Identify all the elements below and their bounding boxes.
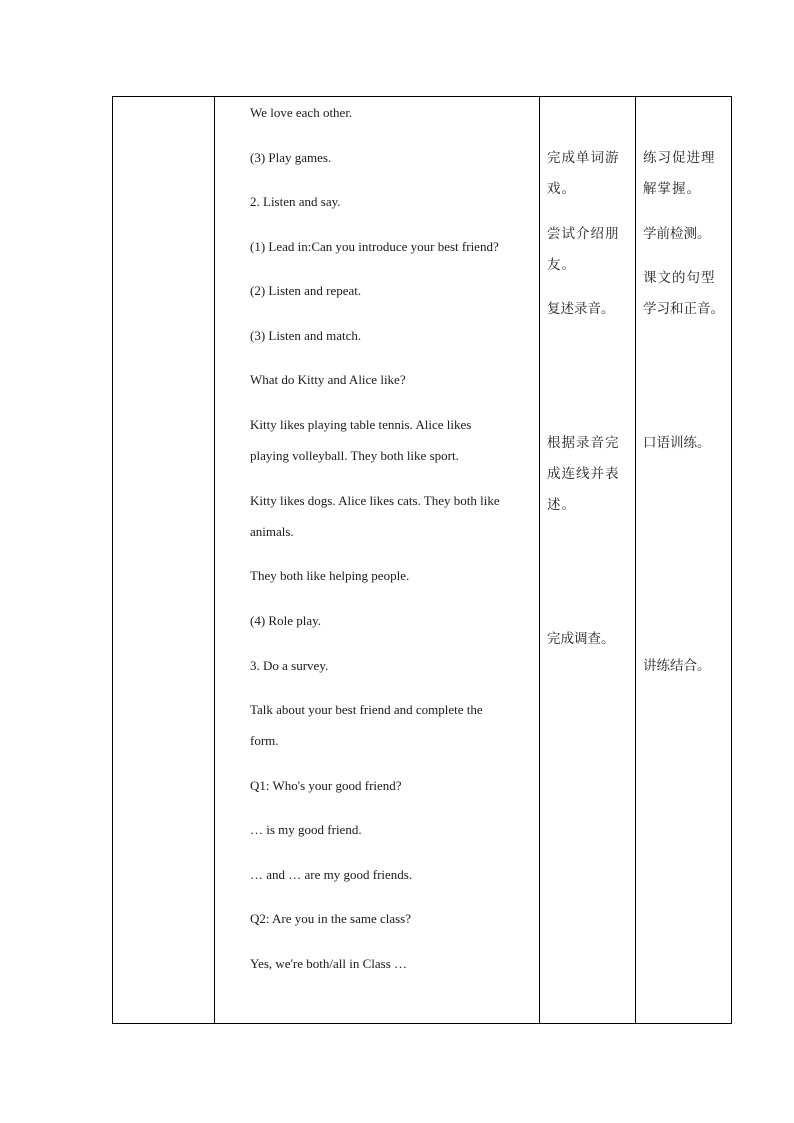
student-activity-column [540,97,636,1023]
activity-line: 完成调查。 [547,631,615,647]
intent-line: 口语训练。 [643,435,711,451]
activity-line: 完成单词游 [547,150,620,166]
intent-line: 讲练结合。 [643,658,711,674]
intent-line: 练习促进理 [643,150,716,166]
procedure-line: Q1: Who's your good friend? [250,778,402,793]
procedure-line: What do Kitty and Alice like? [250,372,406,387]
procedure-line: Talk about your best friend and complete the [250,702,483,717]
procedure-line: Kitty likes dogs. Alice likes cats. They both like [250,493,500,508]
procedure-line: (2) Listen and repeat. [250,283,362,298]
lesson-plan-table [112,96,732,1024]
procedure-line: 3. Do a survey. [250,658,329,673]
procedure-line: form. [250,733,279,748]
procedure-line: Kitty likes playing table tennis. Alice likes [250,417,472,432]
activity-line: 尝试介绍朋 [547,226,620,242]
procedure-line: animals. [250,524,294,539]
procedure-line: They both like helping people. [250,568,410,583]
procedure-line: We love each other. [250,105,353,120]
stage-column [113,97,215,1023]
intent-line: 解掌握。 [643,181,701,197]
procedure-line: (4) Role play. [250,613,321,628]
intent-line: 学习和正音。 [643,301,724,317]
design-intent-column [636,97,733,1023]
intent-line: 课文的句型 [643,270,716,286]
activity-line: 根据录音完 [547,435,620,451]
procedure-line: (3) Play games. [250,150,332,165]
activity-line: 述。 [547,497,576,513]
procedure-line: (1) Lead in:Can you introduce your best friend? [250,239,499,254]
activity-line: 戏。 [547,181,576,197]
procedure-line: … and … are my good friends. [250,867,413,882]
procedure-line: Q2: Are you in the same class? [250,911,412,926]
procedure-column [215,97,540,1023]
intent-line: 学前检测。 [643,226,711,242]
procedure-line: 2. Listen and say. [250,194,341,209]
procedure-line: Yes, we're both/all in Class … [250,956,408,971]
activity-line: 复述录音。 [547,301,615,317]
activity-line: 友。 [547,257,576,273]
procedure-line: playing volleyball. They both like sport. [250,448,459,463]
procedure-line: … is my good friend. [250,822,362,837]
activity-line: 成连线并表 [547,466,620,482]
procedure-line: (3) Listen and match. [250,328,362,343]
